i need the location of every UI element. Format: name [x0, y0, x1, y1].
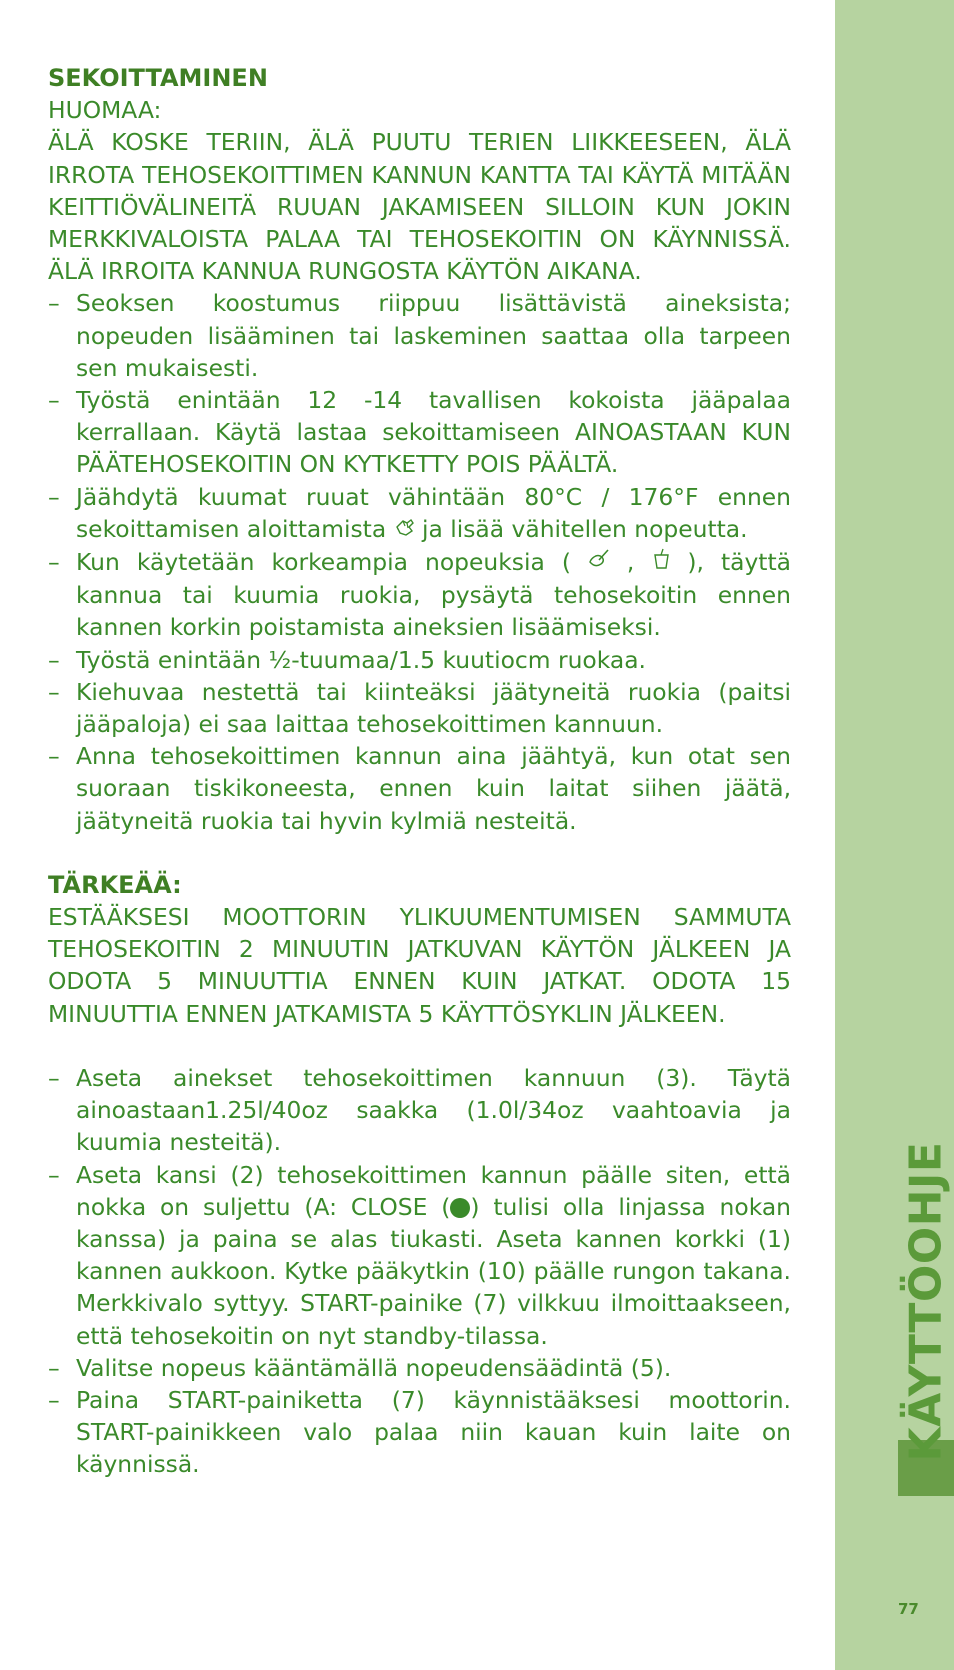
section-title: SEKOITTAMINEN	[48, 64, 268, 92]
list-item-text: Jäähdytä kuumat ruuat vähintään 80°C / 176°F ennen sekoittamisen aloittamista	[76, 482, 791, 543]
sidebar-label-text: KÄYTTÖOHJE	[900, 1141, 952, 1461]
list-item-text: Kun käytetään korkeampia nopeuksia (	[76, 548, 571, 577]
list-item	[48, 1159, 791, 1352]
dash: –	[48, 677, 60, 706]
spacer	[48, 837, 791, 869]
sidebar-section-label	[898, 1141, 954, 1461]
dash: –	[48, 1385, 60, 1414]
list-item	[48, 546, 791, 644]
list-item-text: Paina START-painiketta (7) käynnistääksesi moottorin. START-painikkeen valo palaa niin kauan kuin laite on käynnissä.	[76, 1385, 791, 1479]
important-text: ESTÄÄKSESI MOOTTORIN YLIKUUMENTUMISEN SAMMUTA TEHOSEKOITIN 2 MINUUTIN JATKUVAN KÄYTÖN JÄLKEEN JA ODOTA 5 MINUUTTIA ENNEN KUIN JATKAT. ODOTA 15 MINUUTTIA ENNEN JATKAMISTA 5 KÄYTTÖSYKLIN JÄLKEEN.	[48, 903, 791, 1028]
cup-icon	[651, 551, 687, 575]
list-item	[48, 384, 791, 481]
dash: –	[48, 645, 60, 674]
list-item-text: Työstä enintään 12 -14 tavallisen kokoista jääpalaa kerrallaan. Käytä lastaa sekoittamiseen AINOASTAAN KUN PÄÄTEHOSEKOITIN ON KYTKETTY POIS PÄÄLTÄ.	[76, 386, 791, 479]
spacer	[48, 1030, 791, 1062]
list-item-text: Anna tehosekoittimen kannun aina jäähtyä, kun otat sen suoraan tiskikoneesta, ennen kuin laitat siihen jäätä, jäätyneitä ruokia tai hyvin kylmiä nesteitä.	[76, 742, 791, 835]
list-item	[48, 1384, 791, 1481]
list-item-text: Kiehuvaa nestettä tai kiinteäksi jäätyneitä ruokia (paitsi jääpaloja) ei saa laittaa tehosekoittimen kannuun.	[76, 677, 791, 739]
list-item	[48, 1352, 791, 1384]
dash: –	[48, 1353, 60, 1382]
list-item-text: Aseta kansi (2) tehosekoittimen kannun päälle siten, että nokka on suljettu (A: CLOSE (	[76, 1160, 791, 1221]
dash: –	[48, 386, 60, 415]
main-content	[48, 62, 791, 1481]
list-item-text: Seoksen koostumus riippuu lisättävistä aineksista; nopeuden lisääminen tai laskeminen saattaa olla tarpeen sen mukaisesti.	[76, 289, 791, 382]
list-item-text: ) tulisi olla linjassa nokan kanssa) ja paina se alas tiukasti. Aseta kannen korkki (1) kannen aukkoon. Kytke pääkytkin (10) päälle rungon takana. Merkkivalo syttyy. START-painike (7) vilkkuu ilmoittaakseen, että tehosekoitin on nyt standby-tilassa.	[76, 1192, 791, 1350]
dash: –	[48, 482, 60, 511]
tips-list	[48, 287, 791, 836]
list-item	[48, 676, 791, 740]
dash: –	[48, 1063, 60, 1092]
list-item-text: ,	[626, 548, 652, 577]
important-title: TÄRKEÄÄ:	[48, 870, 182, 899]
dash: –	[48, 742, 60, 771]
list-item	[48, 481, 791, 546]
list-item-text: ), täyttä kannua tai kuumia ruokia, pysäytä tehosekoitin ennen kannen korkin poistamista aineksien lisäämiseksi.	[76, 548, 791, 642]
list-item-text: Aseta ainekset tehosekoittimen kannuun (3). Täytä ainoastaan1.25l/40oz saakka (1.0l/34oz vaahtoavia ja kuumia nesteitä).	[76, 1063, 791, 1157]
whisk-icon	[571, 551, 627, 575]
warning-text: ÄLÄ KOSKE TERIIN, ÄLÄ PUUTU TERIEN LIIKKEESEEN, ÄLÄ IRROTA TEHOSEKOITTIMEN KANNUN KANTTA TAI KÄYTÄ MITÄÄN KEITTIÖVÄLINEITÄ RUUAN JAKAMISEEN SILLOIN KUN JOKIN MERKKIVALOISTA PALAA TAI TEHOSEKOITIN ON KÄYNNISSÄ. ÄLÄ IRROITA KANNUA RUNGOSTA KÄYTÖN AIKANA.	[48, 128, 791, 286]
dash: –	[48, 289, 60, 318]
steps-list	[48, 1062, 791, 1481]
hand-stir-icon	[394, 518, 422, 542]
note-label: HUOMAA:	[48, 96, 162, 125]
list-item	[48, 287, 791, 384]
list-item-text: Valitse nopeus kääntämällä nopeudensäädintä (5).	[76, 1353, 672, 1382]
list-item-text: ja lisää vähitellen nopeutta.	[421, 514, 748, 543]
dash: –	[48, 548, 60, 577]
filled-circle-icon	[450, 1198, 470, 1218]
page-number: 77	[898, 1600, 919, 1618]
list-item	[48, 1062, 791, 1159]
list-item	[48, 644, 791, 676]
dash: –	[48, 1160, 60, 1189]
list-item-text: Työstä enintään ½-tuumaa/1.5 kuutiocm ruokaa.	[76, 645, 646, 674]
list-item	[48, 740, 791, 837]
